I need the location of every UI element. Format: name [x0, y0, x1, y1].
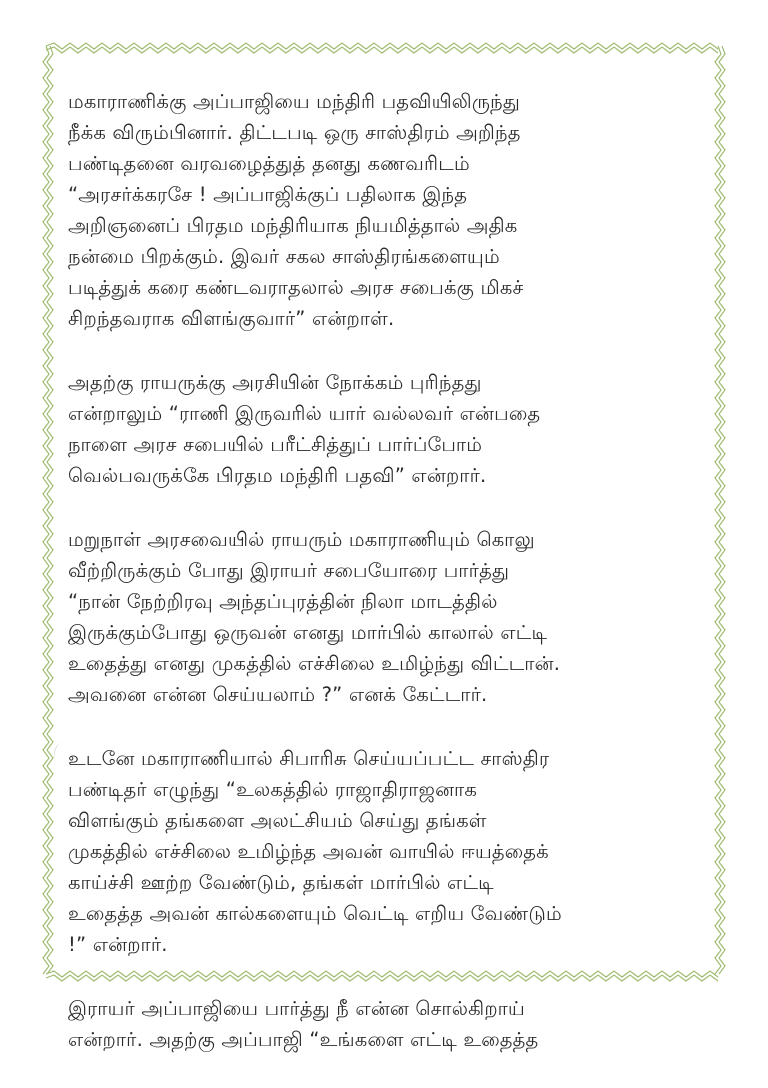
text-line: அறிஞனைப் பிரதம மந்திரியாக நியமித்தால் அதிக — [68, 214, 518, 237]
text-line: மறுநாள் அரசவையில் ராயரும் மகாராணியும் கொலு — [68, 528, 535, 551]
border-vine-strand — [47, 46, 53, 974]
text-line: இருக்கும்போது ஒருவன் எனது மார்பில் காலால் எட்டி — [68, 621, 548, 644]
page-smudge-mark — [50, 740, 62, 764]
paragraph-2 — [68, 367, 708, 491]
text-line: மகாராணிக்கு அப்பாஜியை மந்திரி பதவியிலிருந்து — [68, 90, 520, 113]
text-line: என்றாலும் “ராணி இருவரில் யார் வல்லவர் என்பதை — [68, 402, 541, 425]
text-line: நீக்க விரும்பினார். திட்டபடி ஒரு சாஸ்திரம் அறிந்த — [68, 121, 521, 144]
text-line: அதற்கு ராயருக்கு அரசியின் நோக்கம் புரிந்தது — [68, 371, 482, 394]
text-line: வெல்பவருக்கே பிரதம மந்திரி பதவி” என்றார். — [68, 464, 487, 487]
text-line: நன்மை பிறக்கும். இவர் சகல சாஸ்திரங்களையும் — [68, 245, 500, 268]
text-line: இராயர் அப்பாஜியை பார்த்து நீ என்ன சொல்கிறாய் — [68, 997, 525, 1020]
border-vine-strand — [46, 43, 718, 49]
border-vine-strand — [719, 46, 725, 974]
text-line: பண்டிதனை வரவழைத்துத் தனது கணவரிடம் — [68, 152, 470, 175]
text-line: உடனே மகாராணியால் சிபாரிசு செய்யப்பட்ட சாஸ்திர — [68, 747, 550, 770]
text-line: காய்ச்சி ஊற்ற வேண்டும், தங்கள் மார்பில் எட்டி — [68, 871, 494, 894]
text-line: முகத்தில் எச்சிலை உமிழ்ந்த அவன் வாயில் ஈயத்தைக் — [68, 840, 549, 863]
paragraph-4 — [68, 743, 708, 960]
border-vine-strand — [715, 46, 721, 974]
page-frame — [42, 42, 726, 1051]
text-line: படித்துக் கரை கண்டவராதலால் அரச சபைக்கு மிகச் — [68, 276, 524, 299]
text-line: !” என்றார். — [68, 933, 168, 956]
border-vine-strand — [43, 46, 49, 974]
text-line: விளங்கும் தங்களை அலட்சியம் செய்து தங்கள் — [68, 809, 487, 832]
border-vine-strand — [46, 47, 718, 53]
text-line: “அரசர்க்கரசே ! அப்பாஜிக்குப் பதிலாக இந்த — [68, 183, 468, 206]
text-line: உதைத்த அவன் கால்களையும் வெட்டி எறிய வேண்டும் — [68, 902, 562, 925]
paragraph-3 — [68, 524, 708, 710]
text-line: வீற்றிருக்கும் போது இராயர் சபையோரை பார்த்து — [68, 559, 510, 582]
text-line: பண்டிதர் எழுந்து “உலகத்தில் ராஜாதிராஜனாக — [68, 778, 478, 801]
text-line: உதைத்து எனது முகத்தில் எச்சிலை உமிழ்ந்து விட்டான். — [68, 652, 561, 675]
paragraph-5 — [68, 993, 708, 1055]
paragraph-1 — [68, 86, 708, 334]
text-line: அவனை என்ன செய்யலாம் ?” எனக் கேட்டார். — [68, 683, 488, 706]
text-line: நாளை அரச சபையில் பரீட்சித்துப் பார்ப்போம் — [68, 433, 483, 456]
text-line: என்றார். அதற்கு அப்பாஜி “உங்களை எட்டி உதைத்த — [68, 1028, 539, 1051]
text-line: சிறந்தவராக விளங்குவார்” என்றாள். — [68, 307, 395, 330]
document-body — [68, 86, 708, 1088]
text-line: “நான் நேற்றிரவு அந்தப்புரத்தின் நிலா மாடத்தில் — [68, 590, 498, 613]
